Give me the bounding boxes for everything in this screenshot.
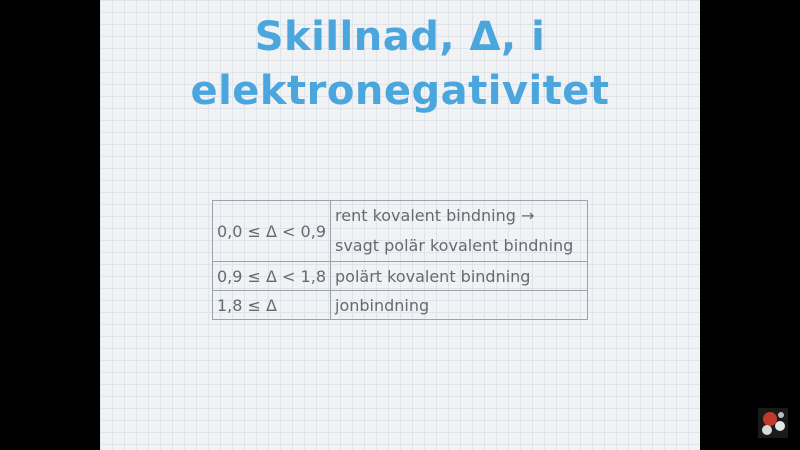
bond-text: rent kovalent bindning → xyxy=(335,206,535,225)
title-line-2: elektronegativitet xyxy=(190,68,610,114)
range-cell: 0,0 ≤ Δ < 0,9 xyxy=(213,201,331,262)
bond-cell: polärt kovalent bindning xyxy=(331,262,588,291)
table-row xyxy=(213,291,588,320)
table-row xyxy=(213,201,588,262)
molecule-logo-icon xyxy=(758,408,788,438)
bond-text: svagt polär kovalent bindning xyxy=(335,236,574,255)
bond-cell xyxy=(331,201,588,262)
table-row xyxy=(213,262,588,291)
slide-title xyxy=(100,10,700,118)
range-cell: 0,9 ≤ Δ < 1,8 xyxy=(213,262,331,291)
range-cell: 1,8 ≤ Δ xyxy=(213,291,331,320)
slide xyxy=(100,0,700,450)
bond-cell: jonbindning xyxy=(331,291,588,320)
title-line-1: Skillnad, Δ, i xyxy=(254,14,546,60)
electronegativity-table xyxy=(212,200,588,320)
